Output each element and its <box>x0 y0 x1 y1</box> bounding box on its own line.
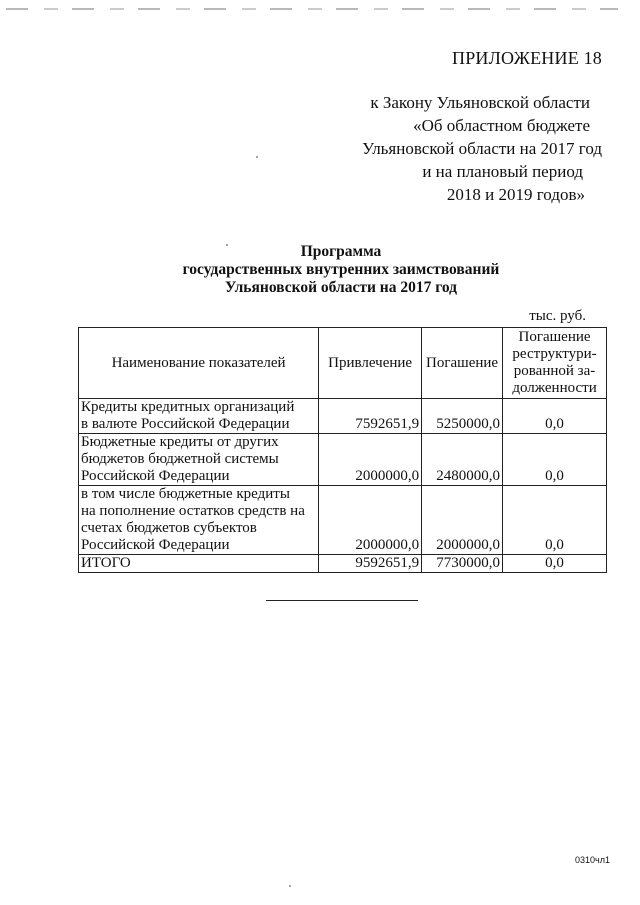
closing-rule <box>266 600 418 601</box>
row-name <box>79 486 319 555</box>
row-restructured: 0,0 <box>503 434 607 486</box>
title-line: Программа <box>300 243 382 260</box>
row-name-line: бюджетов бюджетной системы <box>81 451 279 467</box>
appendix-line: «Об областном бюджете <box>413 116 590 135</box>
row-name-line: в том числе бюджетные кредиты <box>81 486 290 502</box>
header-restructured-line: Погашение <box>518 329 591 345</box>
row-name-line: Кредиты кредитных организаций <box>81 399 295 415</box>
row-name-line: Российской Федерации <box>81 537 230 553</box>
appendix-heading: ПРИЛОЖЕНИЕ 18 <box>452 48 602 68</box>
row-repayment: 2000000,0 <box>422 486 503 555</box>
appendix-header <box>300 48 602 206</box>
total-name: ИТОГО <box>79 555 319 573</box>
header-restructured <box>503 328 607 399</box>
scan-top-edge <box>6 8 618 10</box>
row-name-line: счетах бюджетов субъектов <box>81 520 257 536</box>
row-name <box>79 399 319 434</box>
row-attraction: 2000000,0 <box>319 486 422 555</box>
row-name-line: Бюджетные кредиты от других <box>81 434 279 450</box>
table-header-row <box>79 328 607 399</box>
row-attraction: 2000000,0 <box>319 434 422 486</box>
total-restructured: 0,0 <box>503 555 607 573</box>
appendix-line: к Закону Ульяновской области <box>370 93 590 112</box>
appendix-line: и на плановый период <box>422 162 583 181</box>
row-repayment: 2480000,0 <box>422 434 503 486</box>
document-title <box>120 243 562 297</box>
appendix-line: 2018 и 2019 годов» <box>446 185 585 204</box>
units-label: тыс. руб. <box>529 308 586 324</box>
table-row <box>79 486 607 555</box>
header-restructured-line: рованной за- <box>513 363 596 379</box>
row-name-line: в валюте Российской Федерации <box>81 416 290 432</box>
appendix-line: Ульяновской области на 2017 год <box>362 139 602 158</box>
row-name <box>79 434 319 486</box>
footer-code: 0310чл1 <box>575 855 610 865</box>
row-name-line: Российской Федерации <box>81 468 230 484</box>
table-total-row <box>79 555 607 573</box>
row-repayment: 5250000,0 <box>422 399 503 434</box>
scan-speck <box>289 885 291 887</box>
table-row <box>79 434 607 486</box>
row-name-line: на пополнение остатков средств на <box>81 503 305 519</box>
total-attraction: 9592651,9 <box>319 555 422 573</box>
title-line: государственных внутренних заимствований <box>182 261 500 278</box>
header-attraction: Привлечение <box>319 328 422 399</box>
borrowing-program-table <box>78 327 607 573</box>
row-restructured: 0,0 <box>503 486 607 555</box>
header-repayment: Погашение <box>422 328 503 399</box>
header-restructured-line: долженности <box>512 380 597 396</box>
scan-speck <box>256 156 258 158</box>
row-restructured: 0,0 <box>503 399 607 434</box>
scan-speck <box>226 244 228 246</box>
total-repayment: 7730000,0 <box>422 555 503 573</box>
title-line: Ульяновской области на 2017 год <box>224 279 457 296</box>
row-attraction: 7592651,9 <box>319 399 422 434</box>
header-restructured-line: реструктури- <box>512 346 597 362</box>
header-name: Наименование показателей <box>79 328 319 399</box>
table-row <box>79 399 607 434</box>
